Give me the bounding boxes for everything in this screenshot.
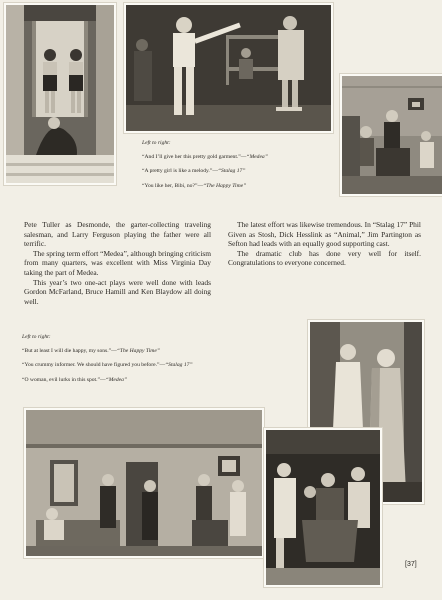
caption-quote: “You like her, Bibi, no?”—: [142, 182, 204, 189]
bottom-caption-line: [22, 378, 193, 384]
top-caption-lead: Left to right:: [142, 140, 171, 146]
bottom-caption-line: [22, 363, 193, 369]
photo-medea-doorway: [4, 3, 116, 185]
photo-stalag-informer: [264, 428, 382, 587]
caption-title: “The Happy Time”: [116, 347, 160, 354]
article-column-left: [24, 220, 211, 306]
bottom-caption-block: [22, 335, 193, 392]
photo-happy-time-die-happy: [24, 408, 264, 558]
caption-quote: “You crummy informer. We should have figured you before.”—: [22, 362, 166, 369]
caption-title: “Medea”: [246, 153, 268, 160]
caption-title: “Medea”: [105, 376, 128, 383]
top-caption-block: [142, 141, 268, 198]
bottom-caption-lead: Left to right:: [22, 334, 51, 340]
caption-quote: “But at least I will die happy, my sons.”—: [22, 347, 117, 354]
caption-quote: “O woman, evil lurks in this spot.”—: [22, 376, 106, 383]
caption-title: “Stalag 17”: [165, 362, 193, 369]
article-column-right: [228, 220, 421, 268]
top-caption-line: [142, 169, 268, 175]
page-number: [37]: [405, 561, 417, 568]
caption-quote: “A pretty girl is like a melody.”—: [142, 168, 218, 175]
article-paragraph: The spring term effort “Medea”, although bringing criticism from many quarters, was excellent with Miss Virginia Day taking the part of Medea.: [24, 248, 212, 277]
photo-stalag-melody: [124, 3, 333, 133]
caption-quote: “And I’ll give her this pretty gold garment.”—: [142, 153, 247, 160]
article-paragraph: The latest effort was likewise tremendous. In “Stalag 17” Phil Given as Stosh, Dick Hesslink as “Animal,” Jim Partington as Sefton had leads with an equally good supporting cast.: [228, 220, 421, 249]
article-paragraph: Pete Tuller as Desmonde, the garter-collecting traveling salesman, and Larry Ferguson playing the father were all terrific.: [24, 220, 211, 249]
article-paragraph: This year’s two one-act plays were well done with leads Gordon McFarland, Bruce Hamill and Ken Blaydow all doing well.: [24, 277, 211, 306]
photo-happy-time-bibi: [340, 74, 442, 196]
caption-title: “Stalag 17”: [217, 168, 246, 175]
top-caption-line: [142, 155, 268, 161]
bottom-caption-line: [22, 349, 193, 355]
caption-title: “The Happy Time”: [203, 182, 247, 189]
top-caption-line: [142, 184, 268, 190]
article-paragraph: The dramatic club has done very well for itself. Congratulations to everyone concerned.: [228, 248, 421, 268]
